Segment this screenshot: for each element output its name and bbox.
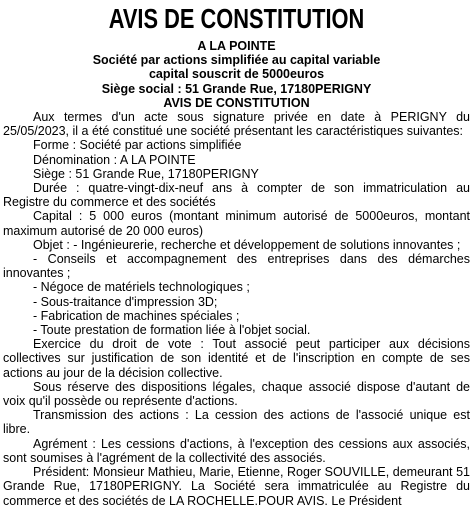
notice-title: AVIS DE CONSTITUTION	[108, 3, 365, 34]
form-line: Forme : Société par actions simplifiée	[33, 138, 242, 153]
president-paragraph: Président: Monsieur Mathieu, Marie, Etienne, Roger SOUVILLE, demeurant 51 Grande Rue, 17180PERIGNY. La Société sera immatriculée au Registre du commerce et des sociétés de LA ROCHELLE.POUR AVIS. Le Président	[3, 465, 470, 508]
company-header	[3, 39, 470, 110]
company-capital: capital souscrit de 5000euros	[148, 67, 325, 82]
object-item: - Négoce de matériels technologiques ;	[33, 280, 250, 295]
transfer-paragraph: Transmission des actions : La cession des actions de l'associé unique est libre.	[3, 408, 470, 437]
voting-paragraph: Exercice du droit de vote : Tout associé peut participer aux décisions collectives sur justification de son identité et de l'inscription en compte de ses actions au jour de la décision collective.	[3, 337, 470, 380]
object-item: - Fabrication de machines spéciales ;	[33, 308, 240, 323]
object-item: - Conseils et accompagnement des entreprises dans des démarches innovantes ;	[3, 252, 470, 281]
votes-paragraph: Sous réserve des dispositions légales, chaque associé dispose d'autant de voix qu'il possède ou représente d'actions.	[3, 379, 470, 409]
denomination-line: Dénomination : A LA POINTE	[33, 152, 196, 167]
approval-paragraph: Agrément : Les cessions d'actions, à l'exception des cessions aux associés, sont soumises à l'agrément de la collectivité des associés.	[3, 436, 470, 465]
company-name: A LA POINTE	[197, 39, 276, 53]
object-line: Objet : - Ingénieurerie, recherche et développement de solutions innovantes ;	[33, 237, 461, 252]
seat-line: Siège : 51 Grande Rue, 17180PERIGNY	[33, 166, 259, 181]
company-seat: Siège social : 51 Grande Rue, 17180PERIGNY	[101, 81, 372, 96]
object-item: - Sous-traitance d'impression 3D;	[33, 294, 218, 309]
notice-body	[3, 110, 470, 508]
intro-paragraph: Aux termes d'un acte sous signature privée en date à PERIGNY du 25/05/2023, il a été constitué une société présentant les caractéristiques suivantes:	[3, 110, 470, 139]
object-item: - Toute prestation de formation liée à l'objet social.	[33, 323, 311, 338]
company-form: Société par actions simplifiée au capital variable	[92, 53, 381, 68]
capital-paragraph: Capital : 5 000 euros (montant minimum autorisé de 5000euros, montant maximum autorisé de 20 000 euros)	[3, 209, 470, 238]
notice-subtitle: AVIS DE CONSTITUTION	[163, 95, 310, 110]
duration-paragraph: Durée : quatre-vingt-dix-neuf ans à compter de son immatriculation au Registre du commerce et des sociétés	[3, 181, 470, 210]
